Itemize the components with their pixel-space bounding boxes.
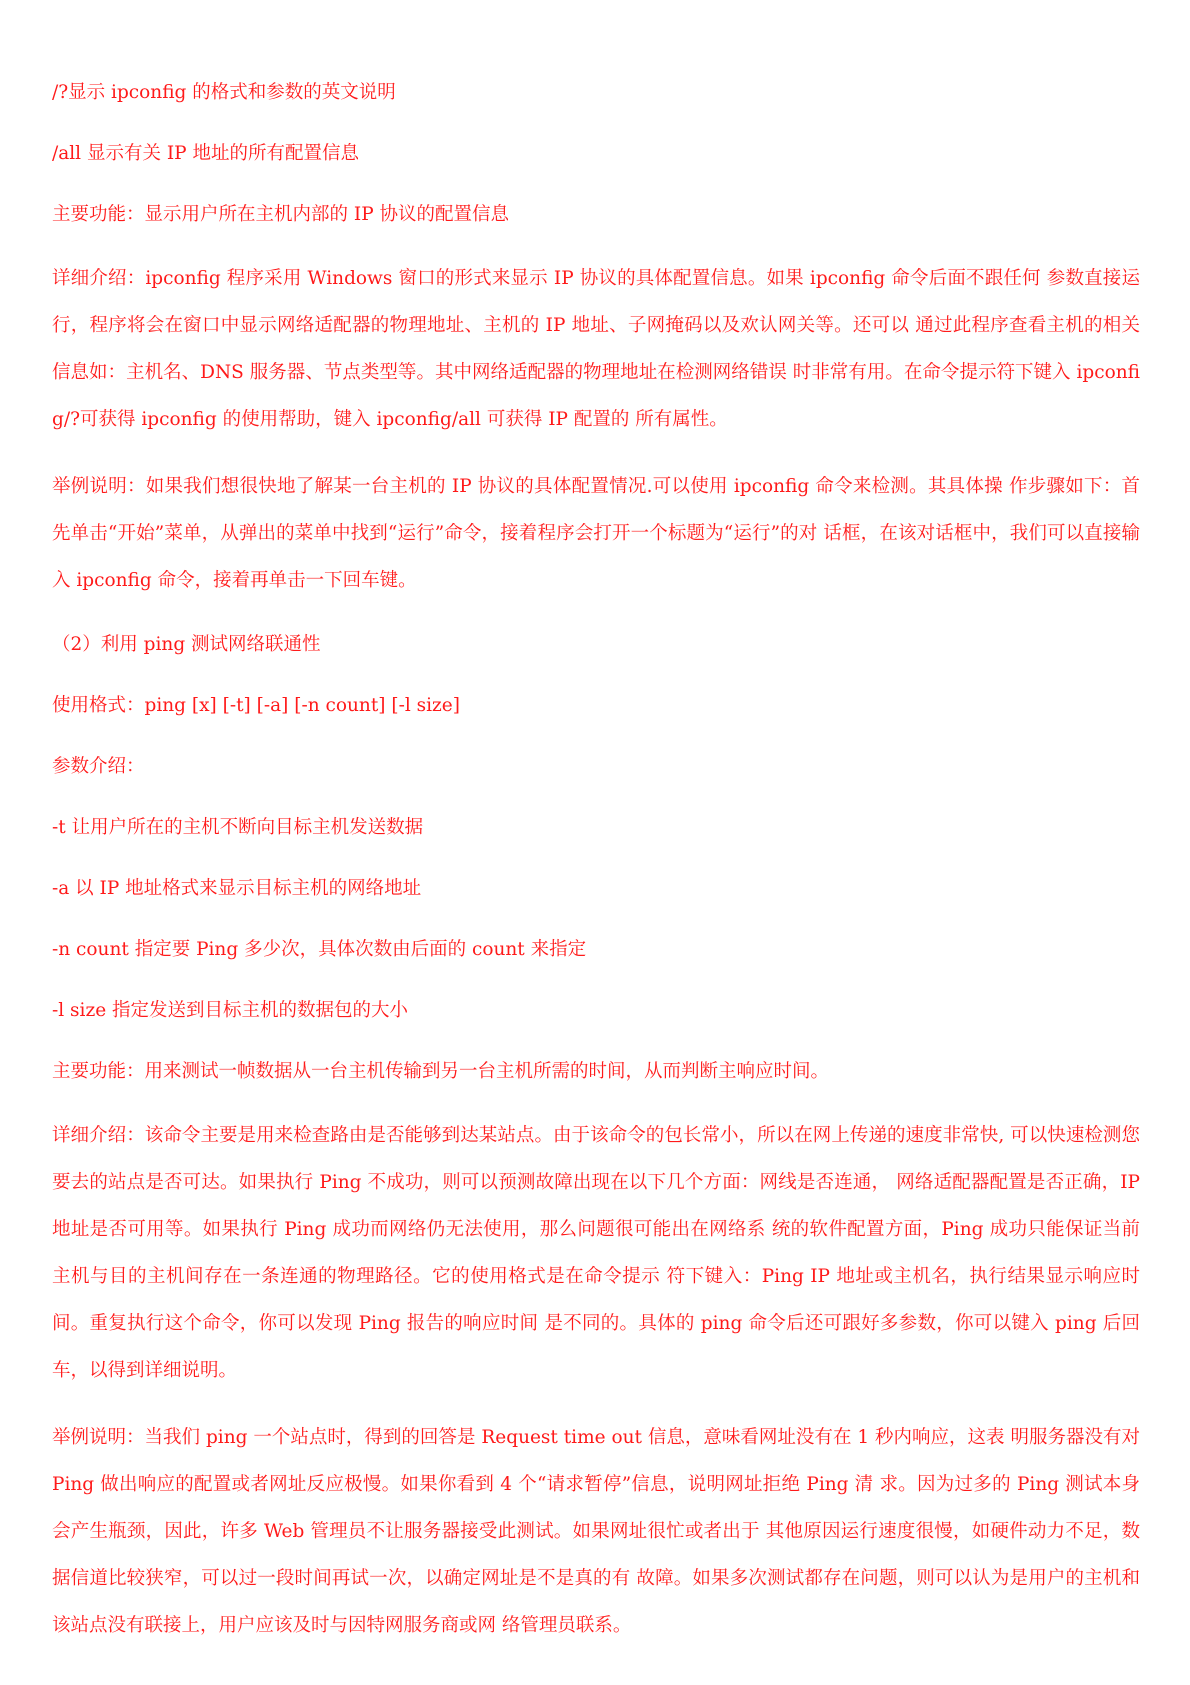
paragraph-ping-usage: 使用格式：ping [x] [-t] [-a] [-n count] [-l size] — [52, 695, 460, 716]
paragraph-ping-main-function: 主要功能：用来测试一帧数据从一台主机传输到另一台主机所需的时间，从而判断主响应时间。 — [52, 1061, 830, 1082]
paragraph-ipconfig-help-param: /?显示 ipconfig 的格式和参数的英文说明 — [52, 82, 396, 103]
paragraph-ping-param-l: -l size 指定发送到目标主机的数据包的大小 — [52, 1000, 409, 1021]
section-heading-ping: （2）利用 ping 测试网络联通性 — [52, 634, 321, 655]
paragraph-ping-param-t: -t 让用户所在的主机不断向目标主机发送数据 — [52, 817, 424, 838]
paragraph-ipconfig-main-function: 主要功能：显示用户所在主机内部的 IP 协议的配置信息 — [52, 204, 510, 225]
paragraph-ping-example: 举例说明：当我们 ping 一个站点时，得到的回答是 Request time out 信息，意味看网址没有在 1 秒内响应，这表 明服务器没有对 Ping 做出响应的配置或者网址反应极慢。如果你看到 4 个“请求暂停”信息，说明网址拒绝 Ping 清 求。因为过多的 Ping 测试本身会产生瓶颈，因此，许多 Web 管理员不让服务器接受此测试。如果网址很忙或者出于 其他原因运行速度很慢，如硬件动力不足，数据信道比较狭窄，可以过一段时间再试一次，以确定网址是不是真的有 故障。如果多次测试都存在问题，则可以认为是用户的主机和该站点没有联接上，用户应该及时与因特网服务商或网 络管理员联系。 — [52, 1427, 1140, 1636]
paragraph-ping-detail: 详细介绍：该命令主要是用来检查路由是否能够到达某站点。由于该命令的包长常小，所以在网上传递的速度非常快, 可以快速检测您要去的站点是否可达。如果执行 Ping 不成功，则可以预测故障出现在以下几个方面：网线是否连通， 网络适配器配置是否正确，IP 地址是否可用等。如果执行 Ping 成功而网络仍无法使用，那么问题很可能出在网络系 统的软件配置方面，Ping 成功只能保证当前主机与目的主机间存在一条连通的物理路径。它的使用格式是在命令提示 符下键入：Ping IP 地址或主机名，执行结果显示响应时间。重复执行这个命令，你可以发现 Ping 报告的响应时间 是不同的。具体的 ping 命令后还可跟好多参数，你可以键入 ping 后回车，以得到详细说明。 — [52, 1125, 1140, 1381]
paragraph-ipconfig-detail: 详细介绍：ipconfig 程序采用 Windows 窗口的形式来显示 IP 协议的具体配置信息。如果 ipconfig 命令后面不跟任何 参数直接运行，程序将会在窗口中显示网络适配器的物理地址、主机的 IP 地址、子网掩码以及欢认网关等。还可以 通过此程序查看主机的相关信息如：主机名、DNS 服务器、节点类型等。其中网络适配器的物理地址在检测网络错误 时非常有用。在命令提示符下键入 ipconfig/?可获得 ipconfig 的使用帮助，键入 ipconfig/all 可获得 IP 配置的 所有属性。 — [52, 268, 1140, 430]
paragraph-ipconfig-all-param: /all 显示有关 IP 地址的所有配置信息 — [52, 143, 359, 164]
paragraph-ping-param-n: -n count 指定要 Ping 多少次，具体次数由后面的 count 来指定 — [52, 939, 587, 960]
paragraph-ping-params-label: 参数介绍： — [52, 756, 145, 777]
paragraph-ping-param-a: -a 以 IP 地址格式来显示目标主机的网络地址 — [52, 878, 422, 899]
paragraph-ipconfig-example: 举例说明：如果我们想很快地了解某一台主机的 IP 协议的具体配置情况.可以使用 ipconfig 命令来检测。其具体操 作步骤如下：首先单击“开始”菜单，从弹出的菜单中找到“运行”命令，接着程序会打开一个标题为“运行”的对 话框，在该对话框中，我们可以直接输入 ipconfig 命令，接着再单击一下回车键。 — [52, 476, 1140, 591]
document-page — [52, 72, 1140, 1669]
